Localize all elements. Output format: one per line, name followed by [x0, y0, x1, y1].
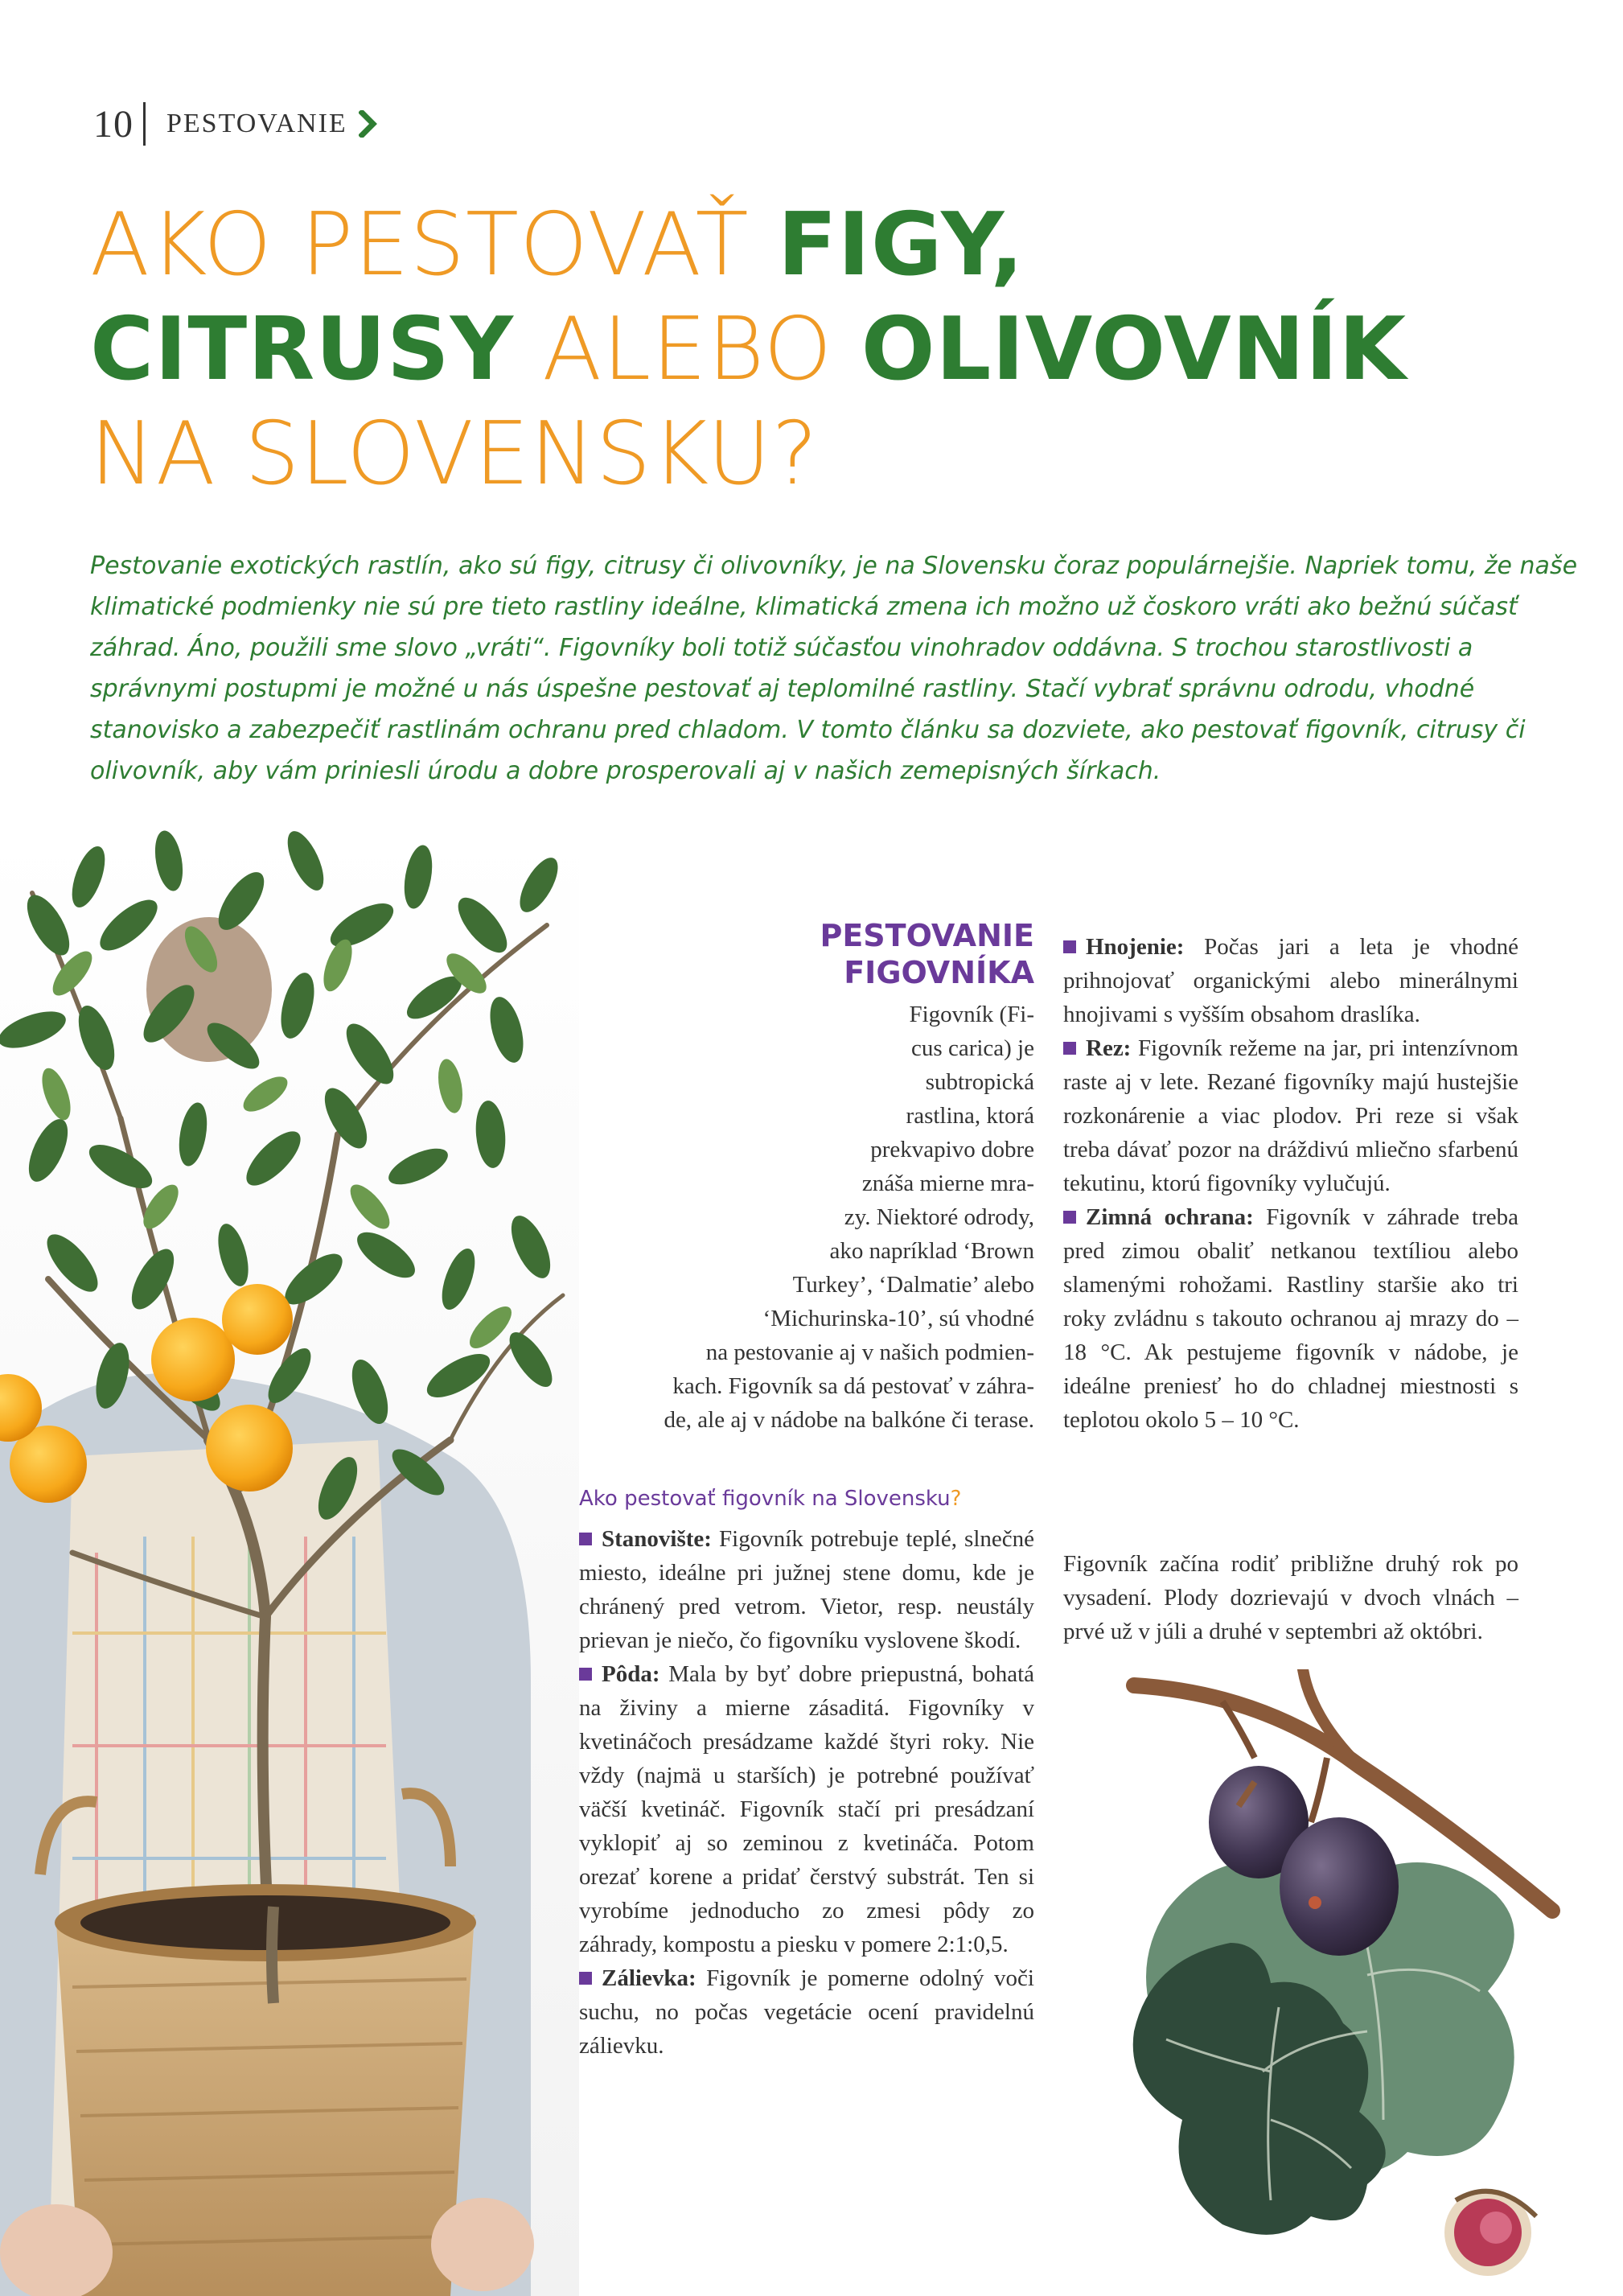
page-header	[93, 100, 378, 148]
section-heading-line: FIGOVNÍKA	[844, 955, 1034, 990]
subheading-mark: ?	[950, 1487, 962, 1511]
list-item	[579, 1522, 1034, 1657]
page-number: 10	[93, 102, 134, 146]
item-label: Zimná ochrana:	[1086, 1204, 1254, 1230]
title-part: ALEBO	[513, 299, 861, 400]
title-part: NA SLOVENSKU?	[90, 404, 819, 504]
title-part: AKO PESTOVAŤ	[90, 195, 778, 295]
text-line: cus carica) je	[911, 1035, 1034, 1061]
item-text: Figovník je pomerne odolný voči suchu, no počas vegetácie ocení pravidelnú zálievku.	[579, 1965, 1034, 2059]
citrus-tree-photo	[0, 829, 579, 2296]
page-title	[90, 193, 1602, 507]
item-label: Stanovište:	[602, 1526, 712, 1552]
text-line: prekvapivo dobre	[870, 1137, 1034, 1162]
text-line: zy. Niektoré odrody,	[844, 1204, 1034, 1230]
bullet-square-icon	[579, 1533, 592, 1545]
text-line: znáša mierne mra-	[861, 1171, 1034, 1196]
title-part: CITRUSY	[90, 299, 514, 400]
title-line-2	[90, 298, 1602, 402]
text-line: kach. Figovník sa dá pestovať v záhra-	[672, 1373, 1034, 1399]
item-text: Figovník v záhrade treba pred zimou obaliť netkanou textíliou alebo slamenými rohožami. Rastliny staršie ako tri roky zvládnu s takouto ochranou aj mrazy do – 18 °C. Ak pestujeme figovník v nádobe, je ideálne preniesť ho do chladnej miestnosti s teplotou okolo 5 – 10 °C.	[1063, 1204, 1519, 1433]
item-text: Počas jari a leta je vhodné prihnojovať organickými alebo minerálnymi hnojivami s vyšším obsahom draslíka.	[1063, 934, 1518, 1027]
title-line-1	[90, 193, 1602, 298]
section-heading-line: PESTOVANIE	[820, 918, 1034, 953]
bullet-square-icon	[579, 1668, 592, 1681]
text-line: ako napríklad ‘Brown	[829, 1238, 1034, 1264]
list-item	[579, 1961, 1034, 2063]
text-line: subtropická	[925, 1069, 1034, 1095]
text-line: rastlina, ktorá	[906, 1103, 1034, 1129]
list-item	[1063, 1200, 1518, 1437]
item-label: Pôda:	[602, 1661, 660, 1687]
column-2-closing-paragraph: Figovník začína rodiť približne druhý rok po vysadení. Plody dozrievajú v dvoch vlnách – prvé už v júli a druhé v septembri až októbri.	[1063, 1551, 1518, 1644]
subheading-text: Ako pestovať figovník na Slovensku	[579, 1487, 951, 1511]
title-part: FIGY,	[777, 195, 1025, 295]
item-text: Mala by byť dobre priepustná, bohatá na živiny a mierne zásaditá. Figovníky v kvetináčoch presádzame každé štyri roky. Nie vždy (najmä u starších) je potrebné používať väčší kvetináč. Figovník stačí pri presádzaní vyklopiť aj so zeminou z kvetináča. Potom orezať korene a pridať čerstvý substrát. Ten si vyrobíme jednoducho zo zmesi pôdy zo záhrady, kompostu a piesku v pomere 2:1:0,5.	[579, 1661, 1034, 1957]
text-line: Figovník (Fi-	[909, 1002, 1034, 1027]
list-item	[579, 1657, 1034, 1961]
item-label: Hnojenie:	[1086, 934, 1185, 960]
column-1-body	[579, 1522, 1034, 2063]
list-item	[1063, 930, 1518, 1031]
text-line: ‘Michurinska-10’, sú vhodné	[762, 1306, 1034, 1331]
text-line: na pestovanie aj v našich podmien-	[705, 1339, 1034, 1365]
bullet-square-icon	[1063, 940, 1076, 953]
subheading	[579, 1487, 1029, 1511]
header-divider	[143, 102, 146, 146]
section-heading	[724, 917, 1034, 991]
bullet-square-icon	[579, 1972, 592, 1985]
chevron-right-icon	[359, 110, 378, 138]
list-item	[1063, 1031, 1518, 1200]
section-label: PESTOVANIE	[166, 109, 347, 138]
intro-paragraph: Pestovanie exotických rastlín, ako sú figy, citrusy či olivovníky, je na Slovensku čoraz populárnejšie. Napriek tomu, že naše klimatické podmienky nie sú pre tieto rastliny ideálne, klimatická zmena ich možno už čoskoro vráti ako bežnú súčasť záhrad. Áno, použili sme slovo „vráti“. Figovníky boli totiž súčasťou vinohradov oddávna. S trochou starostlivosti a správnymi postupmi je možné u nás úspešne pestovať aj teplomilné rastliny. Stačí vybrať správnu odrodu, vhodné stanovisko a zabezpečiť rastlinám ochranu pred chladom. V tomto článku sa dozviete, ako pestovať figovník, citrusy či olivovník, aby vám priniesli úrodu a dobre prosperovali aj v našich zemepisných šírkach.	[90, 552, 1578, 785]
column-2-body	[1063, 930, 1518, 1437]
intro-text-wrap	[515, 998, 1034, 1437]
title-part: OLIVOVNÍK	[861, 299, 1407, 400]
item-label: Rez:	[1086, 1035, 1132, 1061]
bullet-square-icon	[1063, 1211, 1076, 1224]
text-line: de, ale aj v nádobe na balkóne či terase.	[664, 1407, 1034, 1433]
title-line-3	[90, 402, 1602, 507]
text-line: Turkey’, ‘Dalmatie’ alebo	[792, 1272, 1034, 1298]
bullet-square-icon	[1063, 1042, 1076, 1055]
item-label: Zálievka:	[602, 1965, 696, 1991]
fig-branch-illustration	[1118, 1669, 1560, 2281]
item-text: Figovník potrebuje teplé, slnečné miesto, ideálne pri južnej stene domu, kde je chránený pred vetrom. Vietor, resp. neustály prievan je niečo, čo figovníku vyslovene škodí.	[579, 1526, 1034, 1653]
item-text: Figovník režeme na jar, pri intenzívnom raste aj v lete. Rezané figovníky majú hustejšie rozkonárenie a viac plodov. Pri reze si však treba dávať pozor na dráždivú mliečno sfarbenú tekutinu, ktorú figovníky vylučujú.	[1063, 1035, 1518, 1196]
